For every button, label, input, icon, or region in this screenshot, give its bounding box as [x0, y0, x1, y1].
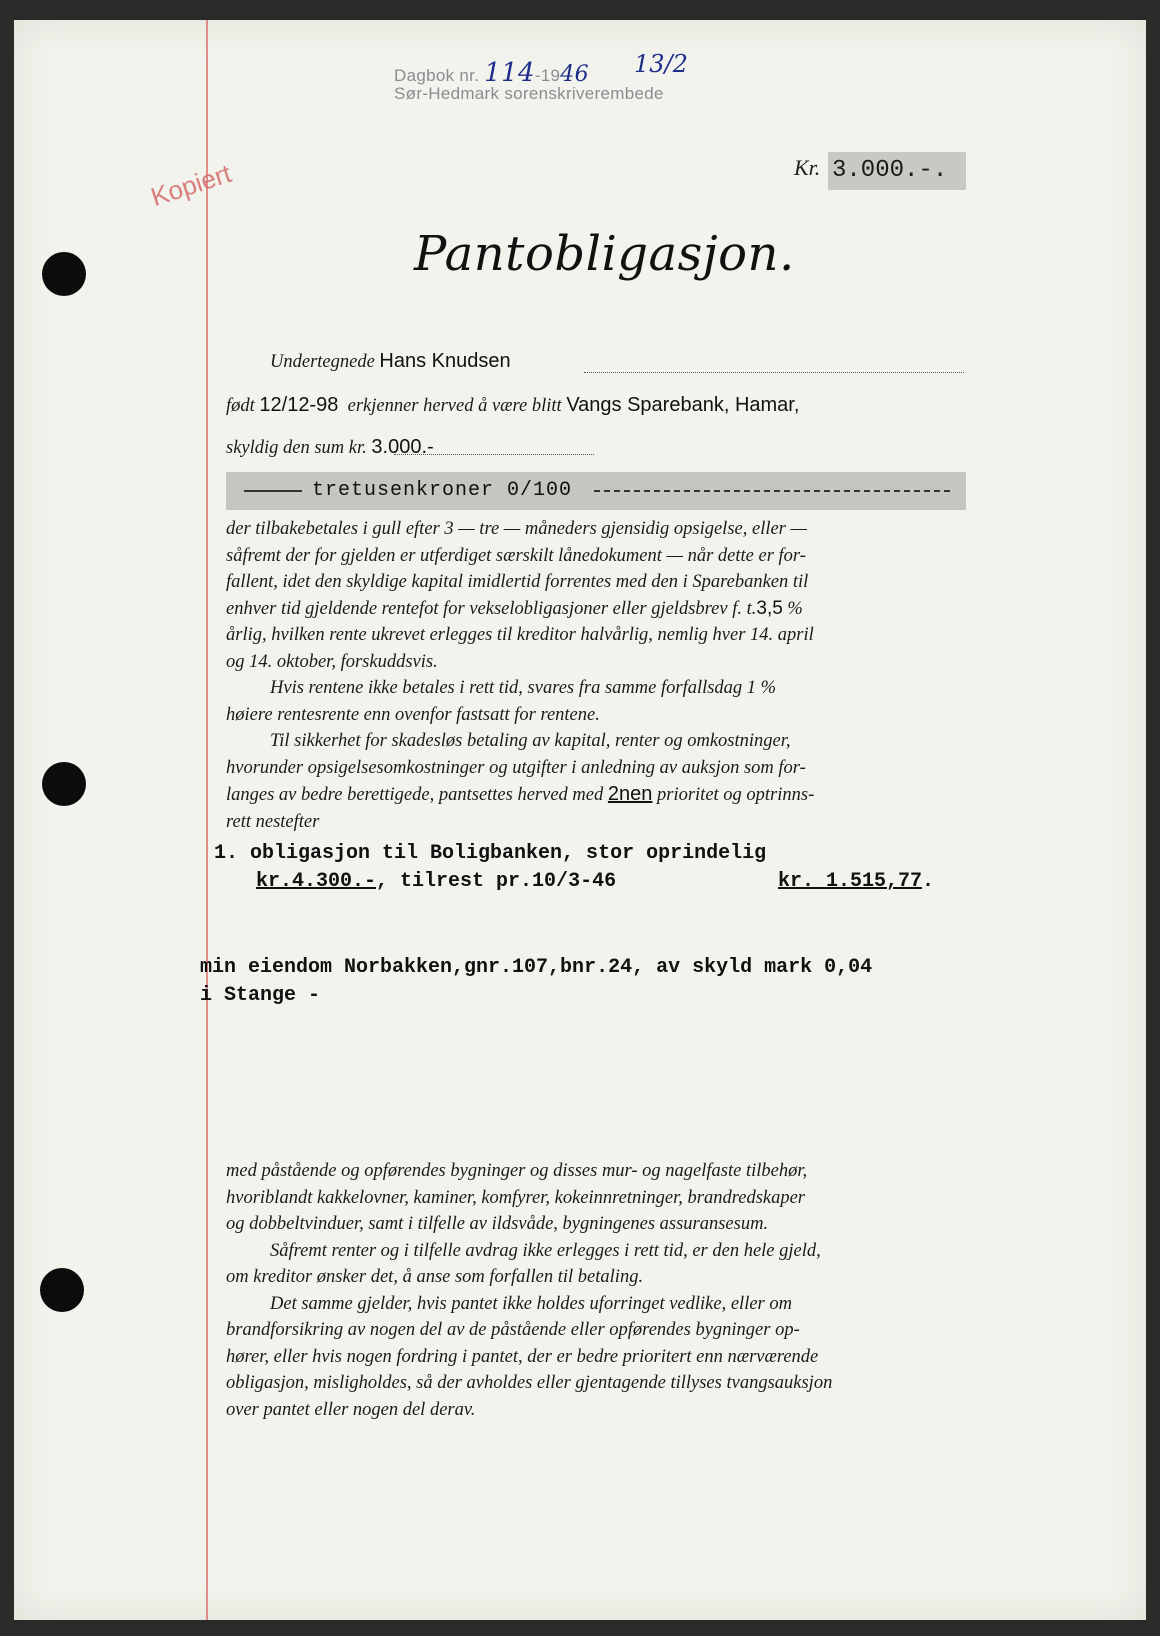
fodt-label: født	[226, 396, 255, 416]
terms-line: såfremt der for gjelden er utferdiget særskilt lånedokument — når dette er for-	[226, 545, 806, 566]
prior-lien-line1: 1. obligasjon til Boligbanken, stor oprindelig	[214, 842, 767, 865]
remaining-amount: kr. 1.515,77	[778, 870, 923, 893]
security-line: prioritet og optrinns-	[657, 785, 815, 805]
amount-label: Kr.	[794, 155, 821, 180]
creditor-name: Vangs Sparebank, Hamar,	[566, 394, 800, 416]
amount-value: 3.000.-.	[828, 152, 966, 190]
closing-line: hvoriblandt kakkelovner, kaminer, komfyrer, kokeinnretninger, brandredskaper	[226, 1187, 806, 1208]
punch-hole-icon	[40, 1268, 84, 1312]
original-amount: kr.4.300.-	[256, 870, 377, 893]
birth-line	[226, 394, 799, 417]
period: .	[922, 870, 935, 893]
undertegnede-label: Undertegnede	[270, 352, 375, 372]
closing-line: med påstående og opførendes bygninger og disses mur- og nagelfaste tilbehør,	[226, 1161, 808, 1181]
dagbok-year-prefix: -19	[534, 66, 561, 85]
date-note: 13/2	[634, 50, 688, 78]
closing-line: om kreditor ønsker det, å anse som forfallen til betaling.	[226, 1267, 644, 1287]
document-page	[14, 20, 1146, 1620]
document-title: Pantobligasjon.	[414, 226, 795, 282]
late-interest-line: Hvis rentene ikke betales i rett tid, svares fra samme forfallsdag 1 %	[270, 678, 777, 698]
sum-value: 3.000.-	[371, 436, 434, 458]
closing-line: Såfremt renter og i tilfelle avdrag ikke erlegges i rett tid, er den hele gjeld,	[270, 1240, 821, 1261]
debtor-name: Hans Knudsen	[379, 350, 511, 372]
security-line: langes av bedre berettigede, pantsettes herved med	[226, 785, 604, 805]
property-line2: i Stange -	[200, 984, 321, 1007]
sum-in-words: tretusenkroner 0/100	[312, 479, 573, 502]
percent-sign: %	[787, 598, 803, 619]
terms-line: enhver tid gjeldende rentefot for vekselobligasjoner eller gjeldsbrev f. t.	[226, 598, 757, 619]
dash-right	[594, 490, 950, 492]
birth-date: 12/12-98	[259, 394, 339, 416]
security-line: hvorunder opsigelsesomkostninger og utgifter i anledning av auksjon som for-	[226, 757, 806, 778]
dagbok-year: 46	[560, 62, 589, 87]
skyldig-label: skyldig den sum kr.	[226, 438, 367, 458]
closing-line: Det samme gjelder, hvis pantet ikke holdes uforringet vedlike, eller om	[270, 1293, 792, 1314]
prior-lien-line2	[256, 870, 616, 893]
terms-line: årlig, hvilken rente ukrevet erlegges til kreditor halvårlig, nemlig hver 14. april	[226, 625, 814, 645]
closing-line: hører, eller hvis nogen fordring i pantet, der er bedre prioritert enn nærværende	[226, 1346, 819, 1367]
terms-line: der tilbakebetales i gull efter 3 — tre — måneders gjensidig opsigelse, eller —	[226, 519, 807, 539]
dash-left	[244, 490, 302, 492]
terms-line: og 14. oktober, forskuddsvis.	[226, 651, 438, 672]
priority-value: 2nen	[607, 783, 653, 805]
terms-line: fallent, idet den skyldige kapital imidlertid forrentes med den i Sparebanken til	[226, 572, 809, 592]
late-interest-line: høiere rentesrente enn ovenfor fastsatt for rentene.	[226, 704, 600, 725]
remaining-date: , tilrest pr.10/3-46	[376, 870, 617, 893]
punch-hole-icon	[42, 762, 86, 806]
closing-line: over pantet eller nogen del derav.	[226, 1399, 476, 1420]
sum-line	[226, 436, 434, 459]
debtor-line	[270, 350, 511, 373]
security-line: rett nestefter	[226, 811, 320, 832]
erkjenner-text: erkjenner herved å være blitt	[347, 396, 562, 416]
property-line1: min eiendom Norbakken,gnr.107,bnr.24, av skyld mark 0,04	[200, 956, 873, 979]
kopiert-stamp: Kopiert	[147, 158, 235, 213]
closing-line: brandforsikring av nogen del av de påstående eller opførendes bygninger op-	[226, 1320, 800, 1340]
terms-paragraph	[226, 516, 814, 835]
prior-lien-remaining	[778, 870, 934, 893]
dagbok-label: Dagbok nr.	[394, 66, 480, 85]
closing-line: og dobbeltvinduer, samt i tilfelle av ildsvåde, bygningenes assuransesum.	[226, 1214, 769, 1234]
red-margin-line	[206, 20, 208, 1620]
dotted-line	[584, 372, 964, 373]
closing-paragraph	[226, 1158, 832, 1423]
dotted-line	[394, 454, 594, 455]
punch-hole-icon	[42, 252, 86, 296]
dagbok-number: 114	[484, 58, 535, 88]
closing-line: obligasjon, misligholdes, så der avholdes eller gjentagende tillyses tvangsauksjon	[226, 1373, 833, 1393]
security-line: Til sikkerhet for skadesløs betaling av kapital, renter og omkostninger,	[270, 731, 791, 751]
office-stamp: Sør-Hedmark sorenskriverembede	[394, 84, 664, 103]
interest-rate: 3,5	[756, 597, 783, 619]
